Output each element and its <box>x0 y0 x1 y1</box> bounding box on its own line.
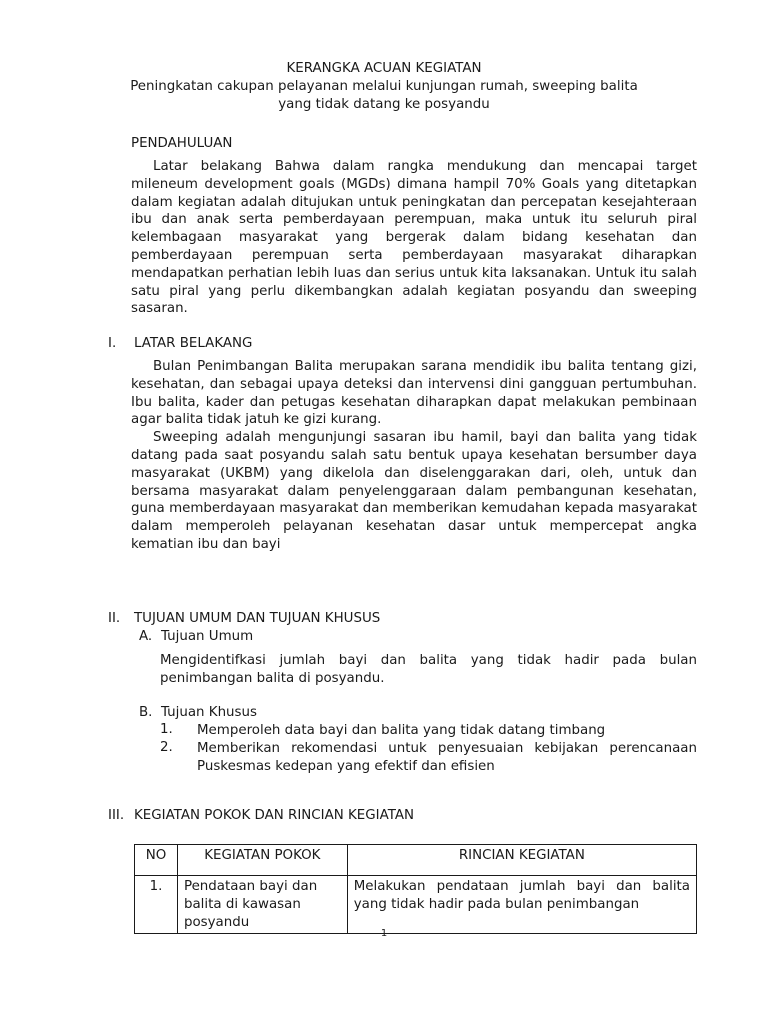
section2-b-title: Tujuan Khusus <box>161 705 257 720</box>
document-subtitle-line1: Peningkatan cakupan pelayanan melalui kunjungan rumah, sweeping balita <box>130 79 638 94</box>
section1-paragraph2: Sweeping adalah mengunjungi sasaran ibu hamil, bayi dan balita yang tidak datang pada saat posyandu salah satu bentuk upaya kesehatan bersumber daya masyarakat (UKBM) yang dikelola dan diselenggarakan dari, oleh, untuk dan bersama masyarakat dalam penyelenggaraan dalam pembangunan kesehatan, guna memberdayaan masyarakat dan memberikan kemudahan kepada masyarakat dalam memperoleh pelayanan kesehatan dasar untuk mempercepat angka kematian ibu dan bayi <box>131 430 697 552</box>
section2-heading: TUJUAN UMUM DAN TUJUAN KHUSUS <box>134 611 381 626</box>
table-row <box>135 876 697 934</box>
document-title: KERANGKA ACUAN KEGIATAN <box>286 61 482 76</box>
section1-paragraph1: Bulan Penimbangan Balita merupakan sarana mendidik ibu balita tentang gizi, kesehatan, dan sebagai upaya deteksi dan intervensi dini gangguan pertumbuhan. Ibu balita, kader dan petugas kesehatan diharapkan dapat melakukan pembinaan agar balita tidak jatuh ke gizi kurang. <box>131 359 697 428</box>
list-item-text: Memberikan rekomendasi untuk penyesuaian kebijakan perencanaan Puskesmas kedepan yang efektif dan efisien <box>197 741 697 774</box>
table-header-rincian-kegiatan: RINCIAN KEGIATAN <box>347 845 696 876</box>
table-header-kegiatan-pokok: KEGIATAN POKOK <box>177 845 347 876</box>
table-cell-no: 1. <box>135 876 178 934</box>
table-header-row <box>135 845 697 876</box>
table-cell-kegiatan-pokok: Pendataan bayi dan balita di kawasan posyandu <box>177 876 347 934</box>
section3-number: III. <box>108 808 125 823</box>
pendahuluan-paragraph <box>131 158 697 318</box>
document-subtitle-line2: yang tidak datang ke posyandu <box>278 97 490 112</box>
document-header <box>0 60 768 114</box>
section1-heading: LATAR BELAKANG <box>134 336 253 351</box>
section2-a-text: Mengidentifkasi jumlah bayi dan balita yang tidak hadir pada bulan penimbangan balita di posyandu. <box>160 653 697 686</box>
list-item-number: 2. <box>160 740 173 755</box>
table-cell-rincian-kegiatan: Melakukan pendataan jumlah bayi dan balita yang tidak hadir pada bulan penimbangan <box>347 876 696 934</box>
section1-body <box>131 358 697 554</box>
section3-heading: KEGIATAN POKOK DAN RINCIAN KEGIATAN <box>134 808 415 823</box>
section1-number: I. <box>108 336 117 351</box>
page-number: 1 <box>380 928 388 939</box>
list-item-number: 1. <box>160 722 173 737</box>
table-header-no: NO <box>135 845 178 876</box>
section2-a-letter: A. <box>139 629 153 644</box>
section2-number: II. <box>108 611 121 626</box>
section2-a-title: Tujuan Umum <box>161 629 254 644</box>
section2-b-letter: B. <box>139 705 153 720</box>
kegiatan-table <box>134 844 697 934</box>
pendahuluan-heading: PENDAHULUAN <box>131 136 233 151</box>
pendahuluan-text: Latar belakang Bahwa dalam rangka mendukung dan mencapai target mileneum development goals (MGDs) dimana hampil 70% Goals yang ditetapkan dalam kegiatan adalah ditujukan untuk peningkatan dan percepatan kesejahteraan ibu dan anak serta pemberdayaan perempuan, maka untuk itu seluruh piral kelembagaan masyarakat yang bergerak dalam bidang kesehatan dan pemberdayaan perempuan serta pemberdayaan masyarakat diharapkan mendapatkan perhatian lebih luas dan serius untuk kita laksanakan. Untuk itu salah satu piral yang perlu dikembangkan adalah kegiatan posyandu dan sweeping sasaran. <box>131 159 697 317</box>
list-item-text: Memperoleh data bayi dan balita yang tidak datang timbang <box>197 723 606 738</box>
